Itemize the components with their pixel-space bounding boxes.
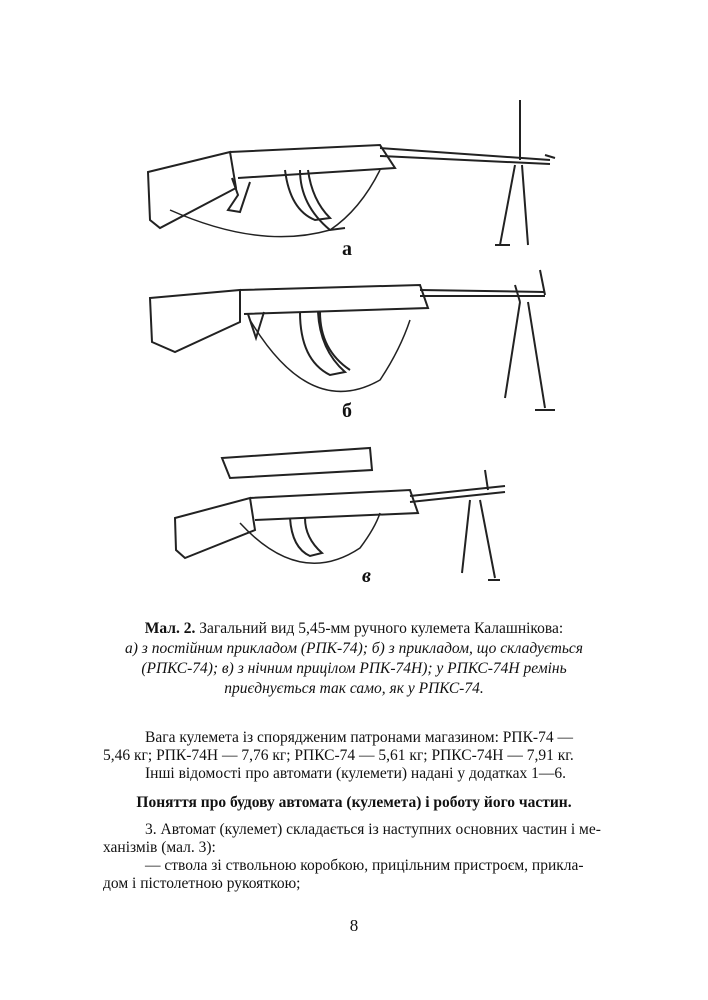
rifle-drawing-b [0,260,708,420]
figure-rpks74 [0,260,708,420]
paragraph-line: 5,46 кг; РПК-74Н — 7,76 кг; РПКС-74 — 5,61 кг; РПКС-74Н — 7,91 кг. [103,747,574,764]
page-number: 8 [349,916,359,935]
figure-rpk74 [0,60,708,260]
figure-caption-title [0,620,708,638]
caption-prefix: Мал. 2. [144,620,196,637]
figure-label-a: а [342,238,352,260]
rifle-drawing-c [0,428,708,588]
section-heading: Поняття про будову автомата (кулемета) і роботу його частин. [136,794,572,811]
paragraph-line: дом і пістолетною рукояткою; [103,875,301,892]
paragraph-line: ханізмів (мал. 3): [103,839,216,856]
figure-label-c: в [362,565,371,587]
figure-label-b: б [342,400,352,422]
paragraph-line: Інші відомості про автомати (кулемети) надані у додатках 1—6. [145,765,566,782]
paragraph-line: Вага кулемета із спорядженим патронами магазином: РПК-74 — [145,729,573,746]
rifle-drawing-a [0,60,708,260]
paragraph-line: — ствола зі ствольною коробкою, прицільним пристроєм, прикла- [145,857,584,874]
caption-line: (РПКС-74); в) з нічним прицілом РПК-74Н); у РПКС-74Н ремінь [141,660,567,677]
caption-text: Загальний вид 5,45-мм ручного кулемета Калашнікова: [195,620,564,637]
paragraph-line: 3. Автомат (кулемет) складається із наступних основних частин і ме- [145,821,601,838]
caption-line: приєднується так само, як у РПКС-74. [224,680,484,697]
caption-line: а) з постійним прикладом (РПК-74); б) з прикладом, що складується [125,640,583,657]
figure-rpk74n [0,428,708,588]
